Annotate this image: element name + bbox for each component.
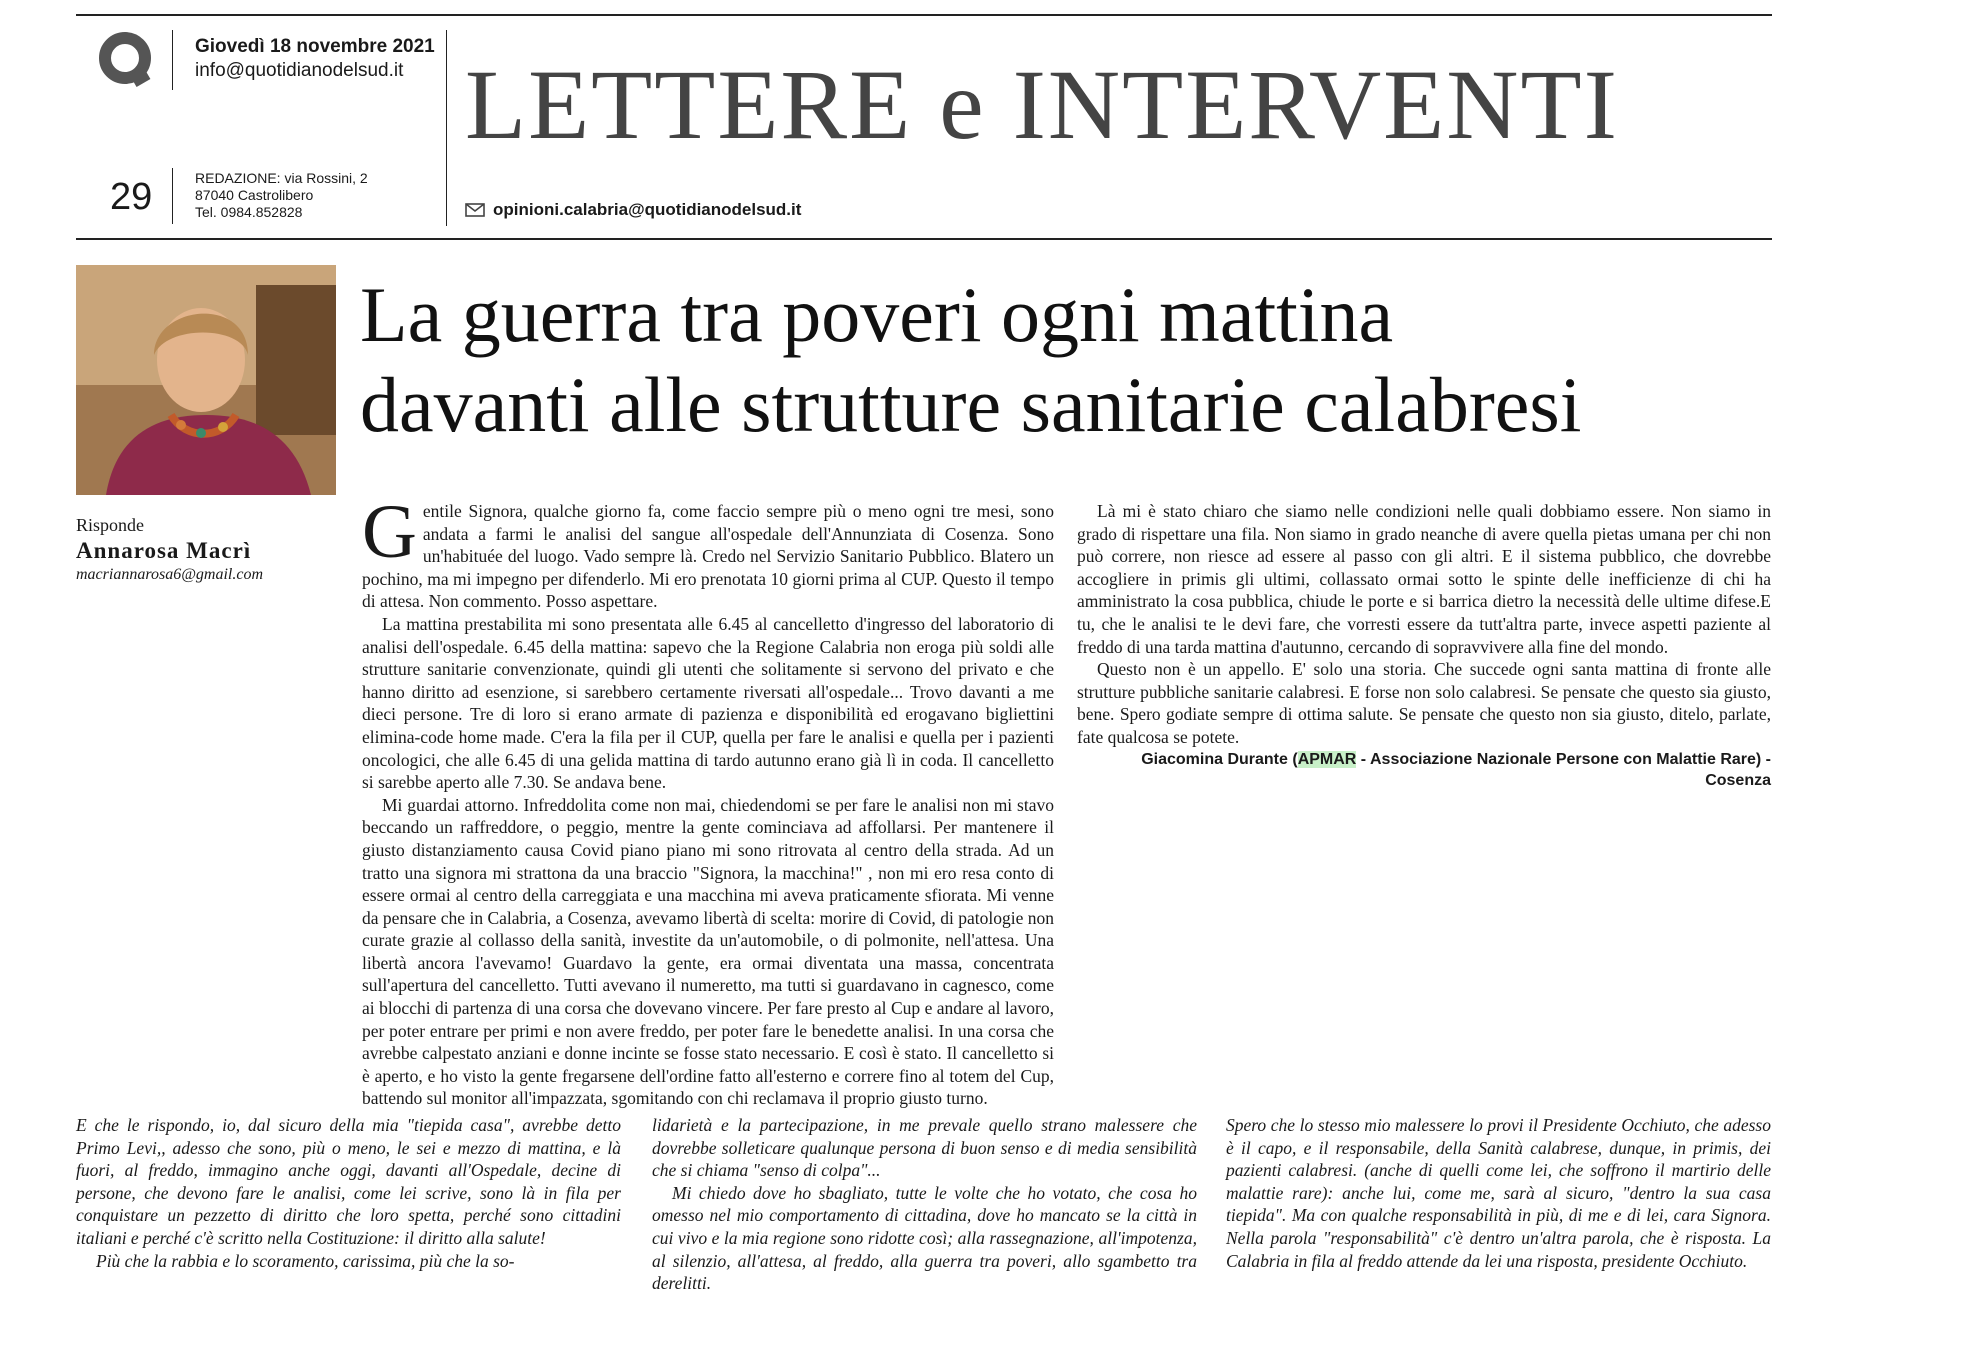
newspaper-email[interactable]: info@quotidianodelsud.it — [195, 60, 404, 81]
letter-paragraph-3: Mi guardai attorno. Infreddolita come non mai, chiedendomi se per fare le analisi non mi stavo beccando un raffreddore, o peggio, mentre la gente cominciava ad affollarsi. Per mantenere il giusto distanziamento causa Covid piano piano mi sono ritrovata al centro della strada. Ad un tratto una signora mi strattona da una braccio "Signora, la macchina!" , non mi ero resa conto di essere ormai al centro della carreggiata e una macchina mi aveva praticamente sfiorata. Mi venne da pensare che in Calabria, a Cosenza, avevamo libertà di scelta: morire di Covid, di patologie non curate grazie al collasso della sanità, investite da un'automobile, o di polmonite, nell'attesa. Una libertà ancora l'avevamo! Guardavo la gente, era ormai diventata una massa, concentrata sull'apertura del cancelletto. Tutti avevano il numeretto, ma tutti si guardavano in cagnesco, come ai blocchi di partenza di una corsa che dovevano vincere. Per fare presto al Cup e andare al lavoro, per poter entrare per primi e non avere freddo, per poter fare le benedette analisi. In una corsa che avrebbe calpestato anziani e donne incinte se fosse stato necessario. E così è stato. Il cancelletto si è aperto, e ho visto la gente fregarsene dell'ordine fatto all'esterno e correre fino al totem del Cup, battendo sul monitor all'impazzata, sgomitando con chi reclamava il proprio giusto turno. — [362, 794, 1054, 1109]
envelope-icon — [465, 203, 485, 217]
letter-signature: Giacomina Durante (APMAR - Associazione Nazionale Persone con Malattie Rare) - Cosenza — [1141, 750, 1771, 789]
letter-paragraph-1: Gentile Signora, qualche giorno fa, come faccio sempre più o meno ogni tre mesi, sono andata a farmi le analisi del sangue all'ospedale dell'Annunziata di Cosenza. Sono un'habituée del luogo. Vado sempre là. Credo nel Servizio Sanitario Pubblico. Blatero un pochino, ma mi impegno per difenderlo. Mi ero prenotata 10 giorni prima al CUP. Questo il tempo di attesa. Non commento. Posso aspettare. — [362, 490, 1054, 612]
article-headline — [360, 270, 1780, 450]
letter-paragraph-5: Questo non è un appello. E' solo una storia. Che succede ogni santa mattina di fronte alle strutture pubbliche sanitarie calabresi. E forse non solo calabresi. Se pensate che questo sia giusto, bene. Spero godiate sempre di ottima salute. Se pensate che questo non sia giusto, ditelo, parlate, fate qualcosa se potete. — [1077, 659, 1771, 747]
page-number: 29 — [110, 176, 153, 218]
responds-label: Risponde — [76, 515, 145, 535]
reply-paragraph: Più che la rabbia e lo scoramento, carissima, più che la so- — [96, 1250, 515, 1271]
columnist-photo — [76, 265, 336, 495]
signature-org-highlight: APMAR — [1297, 750, 1357, 768]
newspaper-logo-icon — [98, 32, 154, 88]
letter-paragraph-4: Là mi è stato chiaro che siamo nelle condizioni nelle quali dobbiamo essere. Non siamo in grado di rispettare una fila. Non siamo in grado neanche di avere quella pietas umana per chi non può correre, non riesce ad essere al passo con gli altri. E il sistema pubblico, che dovrebbe accogliere in primis gli ultimi, collassato ormai sotto le spinte delle inefficienze di chi ha amministrato la cosa pubblica, chiude le porte e si barrica dietro la necessità delle ultime difese.E tu, che le analisi te le devi fare, che vorresti essere da tutt'altra parte, invece aspetti paziente al freddo di una tarda mattina d'autunno, cercando di sopravvivere alla fine del mondo. — [1077, 501, 1771, 657]
masthead-divider-2 — [172, 168, 173, 224]
headline-line-1: La guerra tra poveri ogni mattina — [360, 271, 1394, 358]
redazione-line-2: 87040 Castrolibero — [195, 187, 314, 203]
reply-column-1 — [76, 1114, 621, 1272]
issue-date: Giovedì 18 novembre 2021 — [195, 36, 435, 57]
letter-paragraph-2: La mattina prestabilita mi sono presentata alle 6.45 al cancelletto d'ingresso del laboratorio di analisi dell'ospedale. 6.45 della mattina: sapevo che la Regione Calabria non eroga più soldi alle strutture sanitarie convenzionate, quindi gli utenti che solitamente si servono del privato e che hanno diritto ad esenzione, si sarebbero certamente riversati all'ospedale... Trovo davanti a me dieci persone. Tre di loro si erano armate di pazienza e disponibilità ed erogavano bigliettini elimina-code home made. C'era la fila per il CUP, quella per fare le analisi e quella per i pazienti oncologici, che alle 6.45 di una gelida mattina di tardo autunno erano già lì in coda. Il cancelletto si sarebbe aperto alle 7.30. Se andava bene. — [362, 613, 1054, 793]
top-rule — [76, 14, 1772, 16]
columnist-name: Annarosa Macrì — [76, 538, 252, 563]
headline-line-2: davanti alle strutture sanitarie calabresi — [360, 361, 1582, 448]
opinion-email[interactable]: opinioni.calabria@quotidianodelsud.it — [493, 200, 802, 219]
reply-paragraph: E che le rispondo, io, dal sicuro della mia "tiepida casa", avrebbe detto Primo Levi,, adesso che sono, più o meno, le sei e mezzo di mattina, e là fuori, al freddo, immagino anche oggi, davanti all'Ospedale, decine di persone, che devono fare le analisi, come lei scrive, sono là in fila per conquistare un pezzetto di diritto che loro spetta, perché sono cittadini italiani e perché c'è scritto nella Costituzione: il diritto alla salute! — [76, 1115, 621, 1248]
reply-column-3 — [1226, 1114, 1771, 1272]
reply-paragraph: Mi chiedo dove ho sbagliato, tutte le volte che ho votato, che cosa ho omesso nel mio comportamento di cittadina, dove ho mancato se la città in cui vivo e la mia regione sono ridotte così; alla rassegnazione, all'impotenza, al silenzio, all'attesa, al freddo, alla guerra tra poveri, allo sgambetto tra derelitti. — [652, 1182, 1197, 1294]
masthead-bottom-rule — [76, 238, 1772, 240]
reply-column-2 — [652, 1114, 1197, 1295]
letter-column-right — [1077, 500, 1771, 791]
redazione-line-3: Tel. 0984.852828 — [195, 204, 303, 220]
reply-paragraph: Spero che lo stesso mio malessere lo provi il Presidente Occhiuto, che adesso è il capo, e il responsabile, della Sanità calabrese, dunque, in primis, dei pazienti calabresi. (anche di quelli come lei, che soffrono il martirio delle malattie rare): anche lui, come me, sarà al sicuro, "dentro la sua casa tiepida". Ma con qualche responsabilità in più, di me e di lei, cara Signora. Nella parola "responsabilità" c'è dentro un'altra parola, che è risposta. La Calabria in fila al freddo attende da lei una risposta, presidente Occhiuto. — [1226, 1115, 1771, 1271]
letter-column-left — [362, 490, 1054, 1110]
masthead-divider-3 — [446, 30, 447, 226]
masthead-divider-1 — [172, 30, 173, 90]
reply-paragraph: lidarietà e la partecipazione, in me prevale quello strano malessere che dovrebbe solleticare qualunque persona di buon senso e di media sensibilità che si chiama "senso di colpa"... — [652, 1115, 1197, 1181]
opinion-email-line[interactable] — [465, 200, 801, 220]
section-title: LETTERE e INTERVENTI — [465, 49, 1619, 160]
redazione-line-1: REDAZIONE: via Rossini, 2 — [195, 170, 368, 186]
drop-cap: G — [362, 490, 417, 574]
redazione-address — [195, 170, 368, 221]
columnist-email[interactable]: macriannarosa6@gmail.com — [76, 566, 264, 583]
